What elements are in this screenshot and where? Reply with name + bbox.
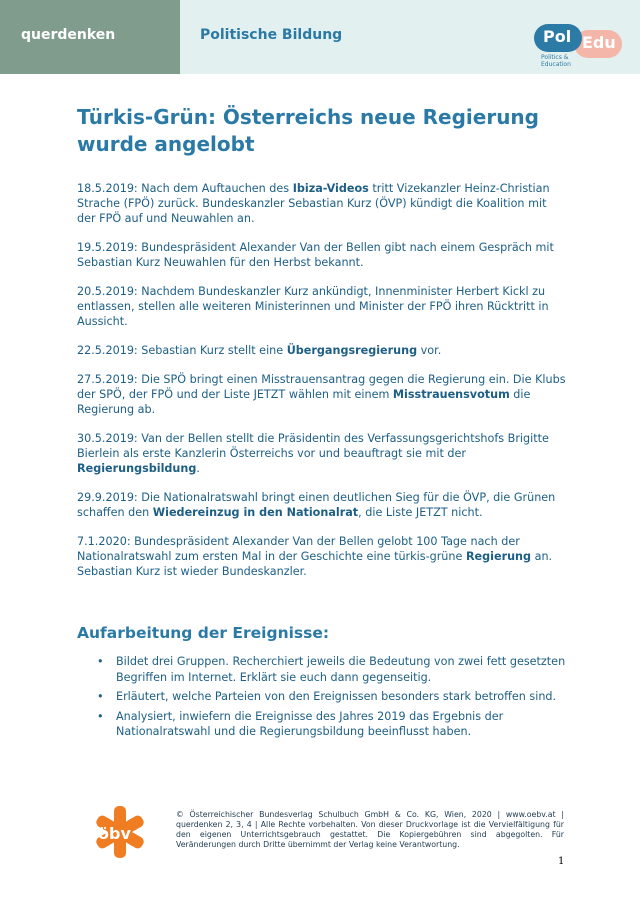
bold-term: Wiedereinzug in den Nationalrat <box>152 506 359 520</box>
logo-bubble-pol <box>534 24 582 52</box>
header-brand-panel <box>0 0 180 74</box>
oebv-logo <box>92 804 148 860</box>
logo-word-edu: Edu <box>582 33 616 52</box>
entry-text: 19.5.2019: Bundespräsident Alexander Van der Bellen gibt nach einem Gespräch mit Sebastian Kurz Neuwahlen für den Herbst bekannt. <box>77 241 554 270</box>
logo-subtitle-line1: Politics & <box>541 54 569 61</box>
task-item <box>97 709 567 740</box>
tasks-heading: Aufarbeitung der Ereignisse: <box>77 624 330 642</box>
bullet-icon: • <box>97 690 104 703</box>
task-text: Analysiert, inwiefern die Ereignisse des Jahres 2019 das Ergebnis der Nationalratswahl und die Regierungsbildung beeinflusst haben. <box>116 709 504 738</box>
section-label: Politische Bildung <box>200 27 343 43</box>
bold-term: Ibiza-Videos <box>292 182 369 195</box>
page-title: Türkis-Grün: Österreichs neue Regierung wurde angelobt <box>77 105 539 156</box>
page-number: 1 <box>558 856 565 867</box>
timeline-entries <box>77 181 567 593</box>
entry-text: , die Liste JETZT nicht. <box>358 506 483 520</box>
task-item <box>97 654 567 685</box>
entry-text: 29.9.2019: Die Nationalratswahl bringt einen deutlichen Sieg für die ÖVP, die Grünen schaffen den <box>77 491 556 520</box>
task-list <box>97 654 567 744</box>
bold-term: Regierung <box>465 550 532 564</box>
logo-word-pol: Pol <box>543 27 572 46</box>
footer-copyright: © Österreichischer Bundesverlag Schulbuch GmbH & Co. KG, Wien, 2020 | www.oebv.at | querdenken 2, 3, 4 | Alle Rechte vorbehalten. Von dieser Druckvorlage ist die Vervielfältigung für den eigenen Unterrichtsgebrauch gestattet. Die Kopiergebühren sind abgegolten. Für Veränderungen durch Dritte übernimmt der Verlag keine Verantwortung. <box>176 810 564 849</box>
entry-text: 20.5.2019: Nachdem Bundeskanzler Kurz ankündigt, Innenminister Herbert Kickl zu entlassen, stellen alle weiteren Ministerinnen und Minister der FPÖ ihren Rücktritt in Aussicht. <box>77 285 549 329</box>
header-section-panel <box>180 0 640 74</box>
entry-text: 30.5.2019: Van der Bellen stellt die Präsidentin des Verfassungsgerichtshofs Brigitte Bierlein als erste Kanzlerin Österreichs vor und beauftragt sie mit der <box>77 431 549 461</box>
entry-text: tritt Vizekanzler Heinz-Christian Strache (FPÖ) zurück. Bundeskanzler Sebastian Kurz (ÖVP) kündigt die Koalition mit der FPÖ auf und Neuwahlen an. <box>77 182 550 226</box>
entry-text: vor. <box>417 344 442 358</box>
logo-subtitle <box>541 54 571 68</box>
oebv-logo-text: öbv <box>98 824 131 843</box>
brand-label: querdenken <box>21 27 116 43</box>
task-item <box>97 689 567 705</box>
timeline-entry <box>77 240 567 270</box>
timeline-entry <box>77 181 567 227</box>
bullet-icon: • <box>97 655 104 668</box>
entry-text: 18.5.2019: Nach dem Auftauchen des <box>77 182 293 195</box>
logo-subtitle-line2: Education <box>541 61 571 68</box>
entry-text: 27.5.2019: Die SPÖ bringt einen Misstrauensantrag gegen die Regierung ein. Die Klubs der SPÖ, der FPÖ und der Liste JETZT wählen mit einem <box>77 372 566 402</box>
task-text: Bildet drei Gruppen. Recherchiert jeweils die Bedeutung von zwei fett gesetzten Begriffen im Internet. Erklärt sie euch dann gegenseitig. <box>116 655 566 684</box>
bullet-icon: • <box>97 709 104 723</box>
entry-text: 22.5.2019: Sebastian Kurz stellt eine <box>77 344 287 358</box>
poledu-logo <box>534 18 626 70</box>
bold-term: Übergangsregierung <box>286 344 418 358</box>
entry-text: . <box>196 462 200 476</box>
task-text: Erläutert, welche Parteien von den Ereignissen besonders stark betroffen sind. <box>116 690 557 703</box>
entry-text: 7.1.2020: Bundespräsident Alexander Van der Bellen gelobt 100 Tage nach der Nationalratswahl zum ersten Mal in der Geschichte eine türkis-grüne <box>77 534 520 564</box>
timeline-entry <box>77 284 567 330</box>
bold-term: Misstrauensvotum <box>392 388 510 402</box>
timeline-entry <box>77 372 567 418</box>
timeline-entry <box>77 490 567 520</box>
entry-text: die Regierung ab. <box>77 388 531 417</box>
timeline-entry <box>77 431 567 477</box>
timeline-entry <box>77 343 567 358</box>
entry-text: an. Sebastian Kurz ist wieder Bundeskanzler. <box>77 550 553 579</box>
bold-term: Regierungsbildung <box>77 462 197 476</box>
timeline-entry <box>77 534 567 580</box>
